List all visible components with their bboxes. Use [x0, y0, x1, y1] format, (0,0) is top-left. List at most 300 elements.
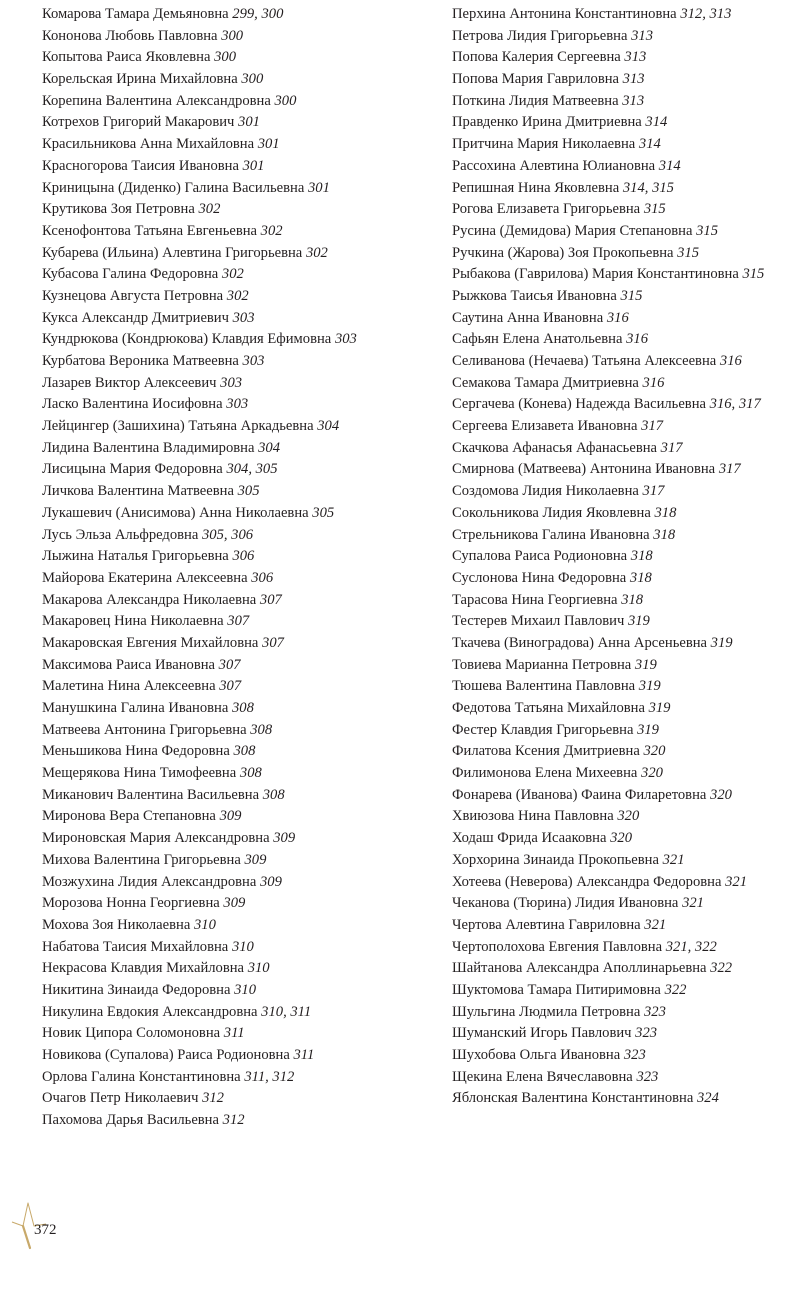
entry-name: Чеканова (Тюрина) Лидия Ивановна	[452, 895, 679, 912]
entry-pages: 311, 312	[244, 1068, 295, 1085]
entry-pages: 316, 317	[709, 396, 761, 413]
entry-name: Корепина Валентина Александровна	[42, 92, 271, 109]
entry-pages: 320	[643, 743, 666, 760]
index-entry	[42, 611, 357, 633]
entry-name: Стрельникова Галина Ивановна	[452, 526, 650, 543]
entry-pages: 324	[696, 1090, 719, 1107]
index-entry	[452, 590, 764, 612]
entry-pages: 309	[219, 808, 242, 825]
entry-pages: 323	[644, 1003, 666, 1020]
entry-pages: 307	[227, 613, 250, 630]
entry-pages: 309	[259, 873, 282, 890]
index-column-left	[42, 4, 357, 1132]
index-entry	[452, 698, 764, 720]
entry-name: Чертополохова Евгения Павловна	[452, 938, 663, 955]
index-entry	[452, 1023, 764, 1045]
index-entry	[42, 178, 357, 200]
index-entry	[42, 438, 357, 460]
entry-name: Перхина Антонина Константиновна	[452, 6, 677, 22]
entry-name: Котрехов Григорий Макарович	[42, 114, 235, 131]
entry-pages: 303	[220, 374, 243, 391]
entry-name: Матвеева Антонина Григорьевна	[42, 721, 247, 738]
index-entry	[42, 763, 357, 785]
entry-pages: 302	[221, 266, 244, 283]
entry-name: Филимонова Елена Михеевна	[452, 765, 638, 782]
index-entry	[452, 980, 764, 1002]
entry-pages: 307	[219, 678, 242, 695]
entry-pages: 302	[226, 287, 249, 304]
index-entry	[452, 1067, 764, 1089]
entry-pages: 312, 313	[680, 6, 732, 22]
entry-pages: 321	[662, 851, 685, 868]
index-entry	[452, 264, 764, 286]
entry-name: Рогова Елизавета Григорьевна	[452, 201, 641, 218]
index-entry	[42, 26, 357, 48]
entry-pages: 305, 306	[201, 526, 254, 543]
entry-pages: 317	[642, 483, 665, 500]
entry-name: Лукашевич (Анисимова) Анна Николаевна	[42, 504, 309, 521]
entry-name: Кундрюкова (Кондрюкова) Клавдия Ефимовна	[42, 331, 332, 348]
index-entry	[452, 416, 764, 438]
index-entry	[452, 546, 764, 568]
entry-pages: 323	[636, 1068, 659, 1085]
entry-pages: 315	[643, 201, 666, 218]
index-entry	[42, 221, 357, 243]
index-entry	[452, 351, 764, 373]
index-entry	[42, 351, 357, 373]
index-entry	[452, 199, 764, 221]
entry-pages: 311	[223, 1025, 245, 1042]
index-entry	[42, 676, 357, 698]
entry-pages: 321, 322	[665, 938, 717, 955]
entry-name: Шуманский Игорь Павлович	[452, 1025, 632, 1042]
entry-name: Кононова Любовь Павловна	[42, 27, 218, 44]
entry-pages: 320	[710, 786, 732, 803]
index-entry	[452, 763, 764, 785]
index-entry	[452, 221, 764, 243]
entry-pages: 310	[247, 960, 270, 977]
entry-name: Тестерев Михаил Павлович	[452, 613, 625, 630]
entry-pages: 318	[653, 526, 676, 543]
index-entry	[42, 633, 357, 655]
index-entry	[452, 438, 764, 460]
index-entry	[42, 329, 357, 351]
index-entry	[42, 1088, 357, 1110]
entry-name: Фонарева (Иванова) Фаина Филаретовна	[452, 786, 707, 803]
entry-pages: 308	[232, 700, 254, 716]
entry-name: Кузнецова Августа Петровна	[42, 287, 224, 304]
index-entry	[452, 850, 764, 872]
entry-pages: 301	[257, 136, 280, 153]
entry-pages: 318	[654, 504, 677, 521]
entry-name: Саутина Анна Ивановна	[452, 309, 604, 326]
entry-name: Чертова Алевтина Гавриловна	[452, 916, 641, 933]
entry-name: Михова Валентина Григорьевна	[42, 851, 241, 868]
entry-name: Яблонская Валентина Константиновна	[452, 1090, 694, 1107]
entry-pages: 317	[641, 418, 664, 435]
index-entry	[452, 459, 764, 481]
entry-name: Супалова Раиса Родионовна	[452, 548, 628, 565]
index-entry	[452, 611, 764, 633]
index-entry	[42, 655, 357, 677]
entry-pages: 300	[214, 49, 236, 66]
entry-name: Кубарева (Ильина) Алевтина Григорьевна	[42, 244, 303, 261]
entry-name: Поткина Лидия Матвеевна	[452, 92, 619, 109]
entry-name: Попова Мария Гавриловна	[452, 71, 619, 88]
index-entry	[452, 4, 764, 26]
index-entry	[42, 1023, 357, 1045]
entry-pages: 315	[696, 222, 718, 239]
index-entry	[452, 69, 764, 91]
index-entry	[452, 937, 764, 959]
entry-pages: 314, 315	[622, 179, 674, 196]
entry-pages: 316	[606, 309, 629, 326]
entry-name: Курбатова Вероника Матвеевна	[42, 353, 239, 369]
entry-pages: 302	[198, 201, 221, 218]
entry-name: Лидина Валентина Владимировна	[42, 439, 255, 456]
index-entry	[42, 980, 357, 1002]
entry-pages: 317	[718, 461, 741, 478]
entry-name: Мещерякова Нина Тимофеевна	[42, 765, 237, 782]
entry-name: Товиева Марианна Петровна	[452, 656, 632, 673]
index-entry	[452, 568, 764, 590]
index-entry	[42, 199, 357, 221]
index-entry	[42, 590, 357, 612]
entry-name: Шульгина Людмила Петровна	[452, 1003, 641, 1020]
index-entry	[42, 893, 357, 915]
index-entry	[452, 872, 764, 894]
entry-name: Лисицына Мария Федоровна	[42, 461, 223, 478]
entry-name: Смирнова (Матвеева) Антонина Ивановна	[452, 461, 716, 478]
entry-name: Ходаш Фрида Исааковна	[452, 830, 607, 847]
index-entry	[452, 373, 764, 395]
index-entry	[42, 459, 357, 481]
index-entry	[452, 676, 764, 698]
entry-pages: 319	[648, 700, 671, 716]
index-entry	[452, 308, 764, 330]
index-entry	[452, 503, 764, 525]
entry-pages: 320	[617, 808, 640, 825]
entry-name: Комарова Тамара Демьяновна	[42, 6, 229, 22]
entry-name: Фестер Клавдия Григорьевна	[452, 721, 634, 738]
index-entry	[452, 655, 764, 677]
index-entry	[452, 806, 764, 828]
entry-name: Филатова Ксения Дмитриевна	[452, 743, 640, 760]
entry-name: Некрасова Клавдия Михайловна	[42, 960, 245, 977]
entry-pages: 314	[658, 157, 681, 174]
index-entry	[452, 1002, 764, 1024]
entry-name: Хвиюзова Нина Павловна	[452, 808, 614, 825]
entry-name: Петрова Лидия Григорьевна	[452, 27, 628, 44]
entry-name: Красильникова Анна Михайловна	[42, 136, 255, 153]
entry-name: Федотова Татьяна Михайловна	[452, 700, 645, 716]
index-entry	[452, 26, 764, 48]
entry-pages: 304, 305	[226, 461, 278, 478]
entry-pages: 303	[242, 353, 265, 369]
index-entry	[452, 785, 764, 807]
entry-name: Морозова Нонна Георгиевна	[42, 895, 220, 912]
index-entry	[42, 156, 357, 178]
entry-pages: 312	[222, 1112, 245, 1129]
entry-pages: 315	[742, 266, 765, 283]
entry-name: Максимова Раиса Ивановна	[42, 656, 216, 673]
entry-pages: 300	[221, 27, 244, 44]
entry-name: Набатова Таисия Михайловна	[42, 938, 229, 955]
entry-name: Новикова (Супалова) Раиса Родионовна	[42, 1047, 290, 1063]
entry-pages: 307	[262, 634, 284, 651]
entry-name: Суслонова Нина Федоровна	[452, 569, 627, 586]
entry-pages: 301	[238, 114, 260, 131]
entry-name: Мозжухина Лидия Александровна	[42, 873, 257, 890]
entry-name: Манушкина Галина Ивановна	[42, 700, 229, 716]
entry-pages: 300	[274, 92, 297, 109]
entry-name: Лусь Эльза Альфредовна	[42, 526, 199, 543]
index-entry	[42, 308, 357, 330]
entry-pages: 322	[664, 981, 687, 998]
index-entry	[42, 828, 357, 850]
entry-name: Шухобова Ольга Ивановна	[452, 1047, 621, 1063]
index-entry	[42, 806, 357, 828]
entry-pages: 315	[620, 287, 643, 304]
index-entry	[42, 1045, 357, 1067]
entry-name: Красногорова Таисия Ивановна	[42, 157, 239, 174]
entry-pages: 299, 300	[232, 6, 284, 22]
entry-name: Миронова Вера Степановна	[42, 808, 216, 825]
entry-name: Сергеева Елизавета Ивановна	[452, 418, 638, 435]
index-entry	[42, 1067, 357, 1089]
entry-name: Притчина Мария Николаевна	[452, 136, 636, 153]
index-entry	[452, 893, 764, 915]
entry-name: Скачкова Афанасья Афанасьевна	[452, 439, 657, 456]
entry-name: Семакова Тамара Дмитриевна	[452, 374, 639, 391]
entry-name: Тюшева Валентина Павловна	[452, 678, 636, 695]
index-entry	[452, 134, 764, 156]
index-entry	[452, 243, 764, 265]
entry-pages: 314	[645, 114, 668, 131]
entry-pages: 308	[250, 721, 273, 738]
entry-name: Крутикова Зоя Петровна	[42, 201, 195, 218]
entry-name: Селиванова (Нечаева) Татьяна Алексеевна	[452, 353, 717, 369]
entry-pages: 310, 311	[261, 1003, 312, 1020]
entry-pages: 313	[624, 49, 647, 66]
entry-pages: 311	[293, 1047, 315, 1063]
entry-name: Ткачева (Виноградова) Анна Арсеньевна	[452, 634, 708, 651]
entry-pages: 310	[231, 938, 254, 955]
index-entry	[42, 394, 357, 416]
index-column-right	[452, 4, 764, 1110]
entry-pages: 308	[262, 786, 285, 803]
index-entry	[452, 394, 764, 416]
entry-name: Кукса Александр Дмитриевич	[42, 309, 229, 326]
entry-pages: 313	[631, 27, 653, 44]
entry-name: Хорхорина Зинаида Прокопьевна	[452, 851, 659, 868]
entry-pages: 305	[237, 483, 260, 500]
index-entry	[42, 286, 357, 308]
entry-pages: 313	[622, 92, 645, 109]
index-entry	[452, 156, 764, 178]
entry-name: Рассохина Алевтина Юлиановна	[452, 157, 656, 174]
index-entry	[42, 416, 357, 438]
entry-name: Ласко Валентина Иосифовна	[42, 396, 223, 413]
entry-name: Правденко Ирина Дмитриевна	[452, 114, 642, 131]
entry-pages: 304	[317, 418, 340, 435]
entry-name: Ксенофонтова Татьяна Евгеньевна	[42, 222, 258, 239]
entry-name: Макаровец Нина Николаевна	[42, 613, 224, 630]
index-entry	[42, 91, 357, 113]
entry-pages: 317	[660, 439, 683, 456]
entry-pages: 308	[239, 765, 262, 782]
entry-pages: 318	[621, 591, 644, 608]
entry-pages: 319	[634, 656, 657, 673]
entry-pages: 321	[725, 873, 747, 890]
entry-pages: 318	[630, 548, 653, 565]
entry-name: Личкова Валентина Матвеевна	[42, 483, 234, 500]
entry-pages: 316	[719, 353, 742, 369]
index-entry	[42, 134, 357, 156]
entry-pages: 316	[642, 374, 665, 391]
entry-name: Шайтанова Александра Аполлинарьевна	[452, 960, 707, 977]
entry-pages: 309	[223, 895, 246, 912]
index-entry	[42, 1002, 357, 1024]
entry-name: Ручкина (Жарова) Зоя Прокопьевна	[452, 244, 674, 261]
entry-name: Сафьян Елена Анатольевна	[452, 331, 623, 348]
entry-name: Миканович Валентина Васильевна	[42, 786, 260, 803]
entry-pages: 301	[242, 157, 265, 174]
index-entry	[452, 178, 764, 200]
entry-pages: 319	[637, 721, 659, 738]
entry-name: Русина (Демидова) Мария Степановна	[452, 222, 693, 239]
index-entry	[42, 546, 357, 568]
entry-pages: 302	[305, 244, 328, 261]
entry-name: Новик Ципора Соломоновна	[42, 1025, 221, 1042]
index-entry	[452, 1045, 764, 1067]
index-entry	[42, 958, 357, 980]
index-entry	[42, 568, 357, 590]
entry-name: Шуктомова Тамара Питиримовна	[452, 981, 661, 998]
entry-name: Никулина Евдокия Александровна	[42, 1003, 258, 1020]
entry-pages: 322	[710, 960, 733, 977]
entry-name: Рыбакова (Гаврилова) Мария Константиновна	[452, 266, 739, 283]
entry-pages: 305	[312, 504, 335, 521]
entry-name: Кубасова Галина Федоровна	[42, 266, 219, 283]
entry-pages: 323	[623, 1047, 646, 1063]
entry-name: Малетина Нина Алексеевна	[42, 678, 216, 695]
entry-pages: 310	[193, 916, 216, 933]
index-entry	[42, 850, 357, 872]
index-entry	[42, 243, 357, 265]
index-entry	[42, 937, 357, 959]
entry-pages: 309	[244, 851, 267, 868]
entry-name: Пахомова Дарья Васильевна	[42, 1112, 219, 1129]
entry-pages: 303	[232, 309, 255, 326]
index-entry	[42, 481, 357, 503]
entry-pages: 319	[710, 634, 733, 651]
entry-pages: 306	[232, 548, 255, 565]
entry-pages: 302	[260, 222, 283, 239]
entry-name: Лейцингер (Зашихина) Татьяна Аркадьевна	[42, 418, 314, 435]
entry-name: Очагов Петр Николаевич	[42, 1090, 199, 1107]
index-entry	[42, 720, 357, 742]
index-entry	[42, 915, 357, 937]
entry-pages: 321	[644, 916, 667, 933]
index-entry	[452, 741, 764, 763]
entry-name: Макарова Александра Николаевна	[42, 591, 257, 608]
entry-name: Попова Калерия Сергеевна	[452, 49, 621, 66]
index-entry	[452, 1088, 764, 1110]
page-number: 372	[34, 1222, 57, 1238]
entry-pages: 315	[677, 244, 700, 261]
entry-name: Сокольникова Лидия Яковлевна	[452, 504, 651, 521]
entry-pages: 301	[307, 179, 330, 196]
entry-pages: 319	[627, 613, 650, 630]
index-entry	[452, 525, 764, 547]
entry-pages: 323	[635, 1025, 658, 1042]
index-entry	[452, 720, 764, 742]
index-entry	[452, 286, 764, 308]
entry-name: Сергачева (Конева) Надежда Васильевна	[452, 396, 706, 413]
entry-name: Лазарев Виктор Алексеевич	[42, 374, 217, 391]
index-entry	[42, 503, 357, 525]
index-entry	[452, 329, 764, 351]
entry-name: Меньшикова Нина Федоровна	[42, 743, 230, 760]
entry-pages: 314	[638, 136, 661, 153]
index-entry	[42, 698, 357, 720]
index-entry	[452, 481, 764, 503]
entry-name: Криницына (Диденко) Галина Васильевна	[42, 179, 305, 196]
entry-name: Копытова Раиса Яковлевна	[42, 49, 211, 66]
entry-pages: 310	[234, 981, 256, 998]
index-entry	[42, 264, 357, 286]
entry-pages: 306	[251, 569, 274, 586]
entry-name: Мохова Зоя Николаевна	[42, 916, 191, 933]
index-entry	[42, 741, 357, 763]
entry-name: Орлова Галина Константиновна	[42, 1068, 241, 1085]
index-entry	[42, 373, 357, 395]
entry-pages: 309	[273, 830, 296, 847]
index-entry	[42, 69, 357, 91]
index-entry	[452, 91, 764, 113]
entry-pages: 303	[226, 396, 249, 413]
index-entry	[42, 112, 357, 134]
entry-name: Щекина Елена Вячеславовна	[452, 1068, 633, 1085]
index-entry	[42, 4, 357, 26]
index-entry	[452, 915, 764, 937]
index-entry	[452, 828, 764, 850]
index-entry	[42, 47, 357, 69]
entry-pages: 307	[259, 591, 282, 608]
entry-name: Хотеева (Неверова) Александра Федоровна	[452, 873, 722, 890]
index-entry	[452, 958, 764, 980]
entry-name: Майорова Екатерина Алексеевна	[42, 569, 248, 586]
index-entry	[42, 1110, 357, 1132]
entry-name: Мироновская Мария Александровна	[42, 830, 270, 847]
entry-pages: 300	[241, 71, 264, 88]
entry-pages: 320	[610, 830, 632, 847]
entry-name: Макаровская Евгения Михайловна	[42, 634, 259, 651]
entry-name: Тарасова Нина Георгиевна	[452, 591, 618, 608]
index-entry	[42, 525, 357, 547]
entry-name: Корельская Ирина Михайловна	[42, 71, 238, 88]
entry-pages: 320	[641, 765, 663, 782]
index-entry	[42, 872, 357, 894]
entry-name: Лыжина Наталья Григорьевна	[42, 548, 229, 565]
index-entry	[452, 112, 764, 134]
entry-pages: 304	[258, 439, 281, 456]
entry-name: Никитина Зинаида Федоровна	[42, 981, 231, 998]
entry-pages: 316	[626, 331, 648, 348]
entry-pages: 319	[638, 678, 661, 695]
entry-pages: 321	[682, 895, 704, 912]
